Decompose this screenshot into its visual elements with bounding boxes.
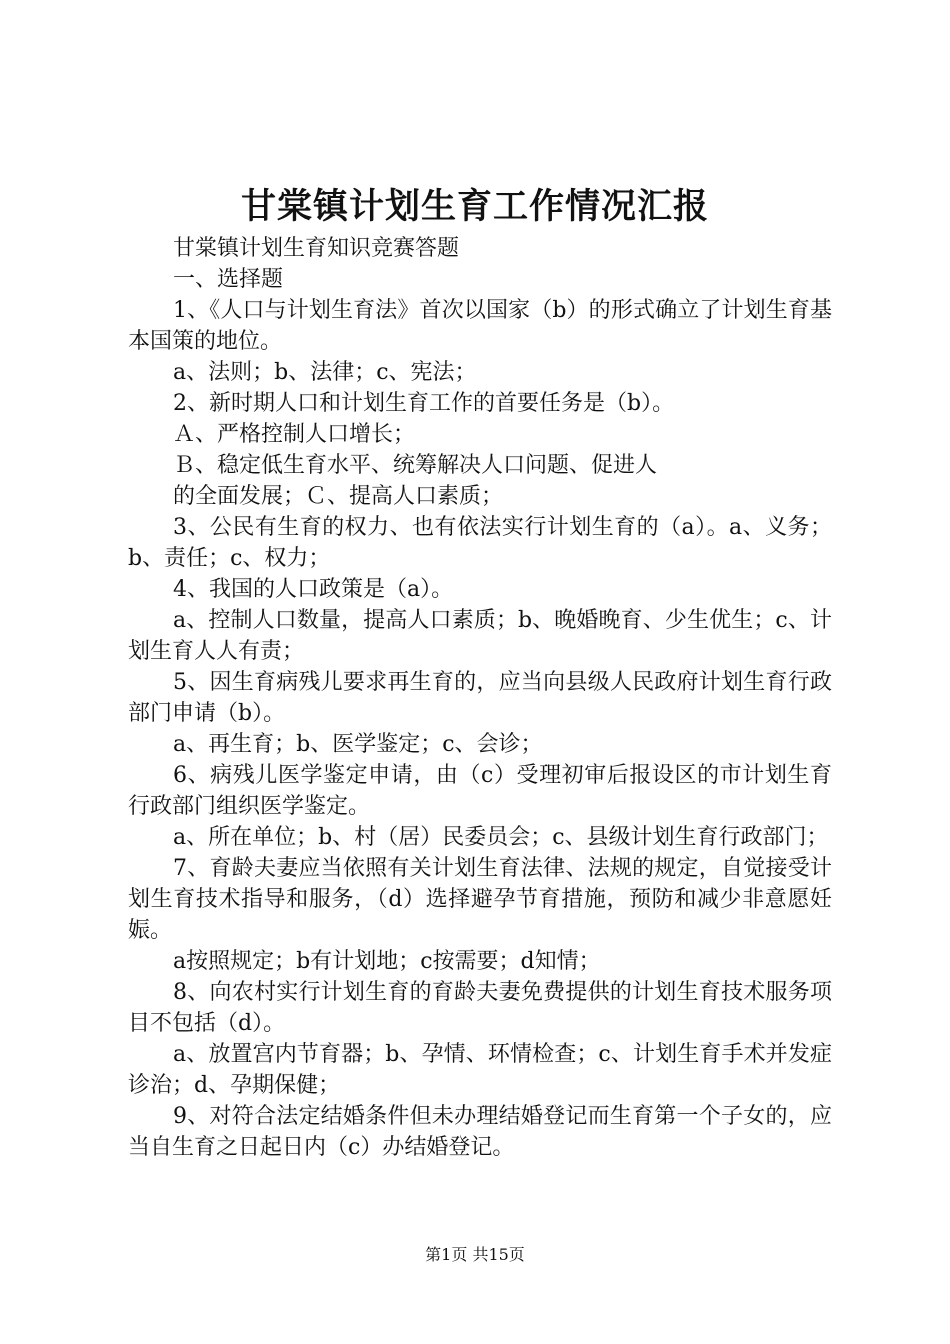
paragraph-subtitle: 甘棠镇计划生育知识竞赛答题 <box>173 236 460 261</box>
paragraph-question-1: 1、《人口与计划生育法》首次以国家（b）的形式确立了计划生育基本国策的地位。 <box>128 298 832 354</box>
paragraph-section-heading: 一、选择题 <box>173 267 284 292</box>
page-number-footer: 第1页 共15页 <box>425 1245 525 1264</box>
paragraph-question-6: 6、病残儿医学鉴定申请，由（c）受理初审后报设区的市计划生育行政部门组织医学鉴定。 <box>128 763 832 819</box>
paragraph-question-8: 8、向农村实行计划生育的育龄夫妻免费提供的计划生育技术服务项目不包括（d）。 <box>128 980 832 1036</box>
paragraph-question-4: 4、我国的人口政策是（a）。 <box>173 577 454 602</box>
paragraph-options-4: a、控制人口数量，提高人口素质；b、晚婚晚育、少生优生；c、计划生育人人有责； <box>128 608 832 664</box>
document-title: 甘棠镇计划生育工作情况汇报 <box>240 186 709 227</box>
paragraph-option-2b-cont: 的全面发展；Ｃ、提高人口素质； <box>173 484 504 509</box>
paragraph-options-7: a按照规定；b有计划地；c按需要；d知情； <box>173 949 601 974</box>
paragraph-question-7: 7、育龄夫妻应当依照有关计划生育法律、法规的规定，自觉接受计划生育技术指导和服务，（d）选择避孕节育措施，预防和减少非意愿妊娠。 <box>128 856 832 943</box>
paragraph-option-2a: Ａ、严格控制人口增长； <box>173 422 416 447</box>
document-body <box>128 233 832 1163</box>
paragraph-question-2: 2、新时期人口和计划生育工作的首要任务是（b）。 <box>173 391 675 416</box>
paragraph-options-1: a、法则；b、法律；c、宪法； <box>173 360 477 385</box>
paragraph-options-6: a、所在单位；b、村（居）民委员会；c、县级计划生育行政部门； <box>173 825 829 850</box>
paragraph-options-5: a、再生育；b、医学鉴定；c、会诊； <box>173 732 543 757</box>
paragraph-question-3: 3、公民有生育的权力、也有依法实行计划生育的（a）。a、义务；b、责任；c、权力； <box>128 515 832 571</box>
paragraph-question-9: 9、对符合法定结婚条件但未办理结婚登记而生育第一个子女的，应当自生育之日起日内（c）办结婚登记。 <box>128 1104 832 1160</box>
paragraph-question-5: 5、因生育病残儿要求再生育的，应当向县级人民政府计划生育行政部门申请（b）。 <box>128 670 832 726</box>
paragraph-option-2b: Ｂ、稳定低生育水平、统筹解决人口问题、促进人 <box>173 453 658 478</box>
paragraph-options-8: a、放置宫内节育器；b、孕情、环情检查；c、计划生育手术并发症诊治；d、孕期保健； <box>128 1042 832 1098</box>
